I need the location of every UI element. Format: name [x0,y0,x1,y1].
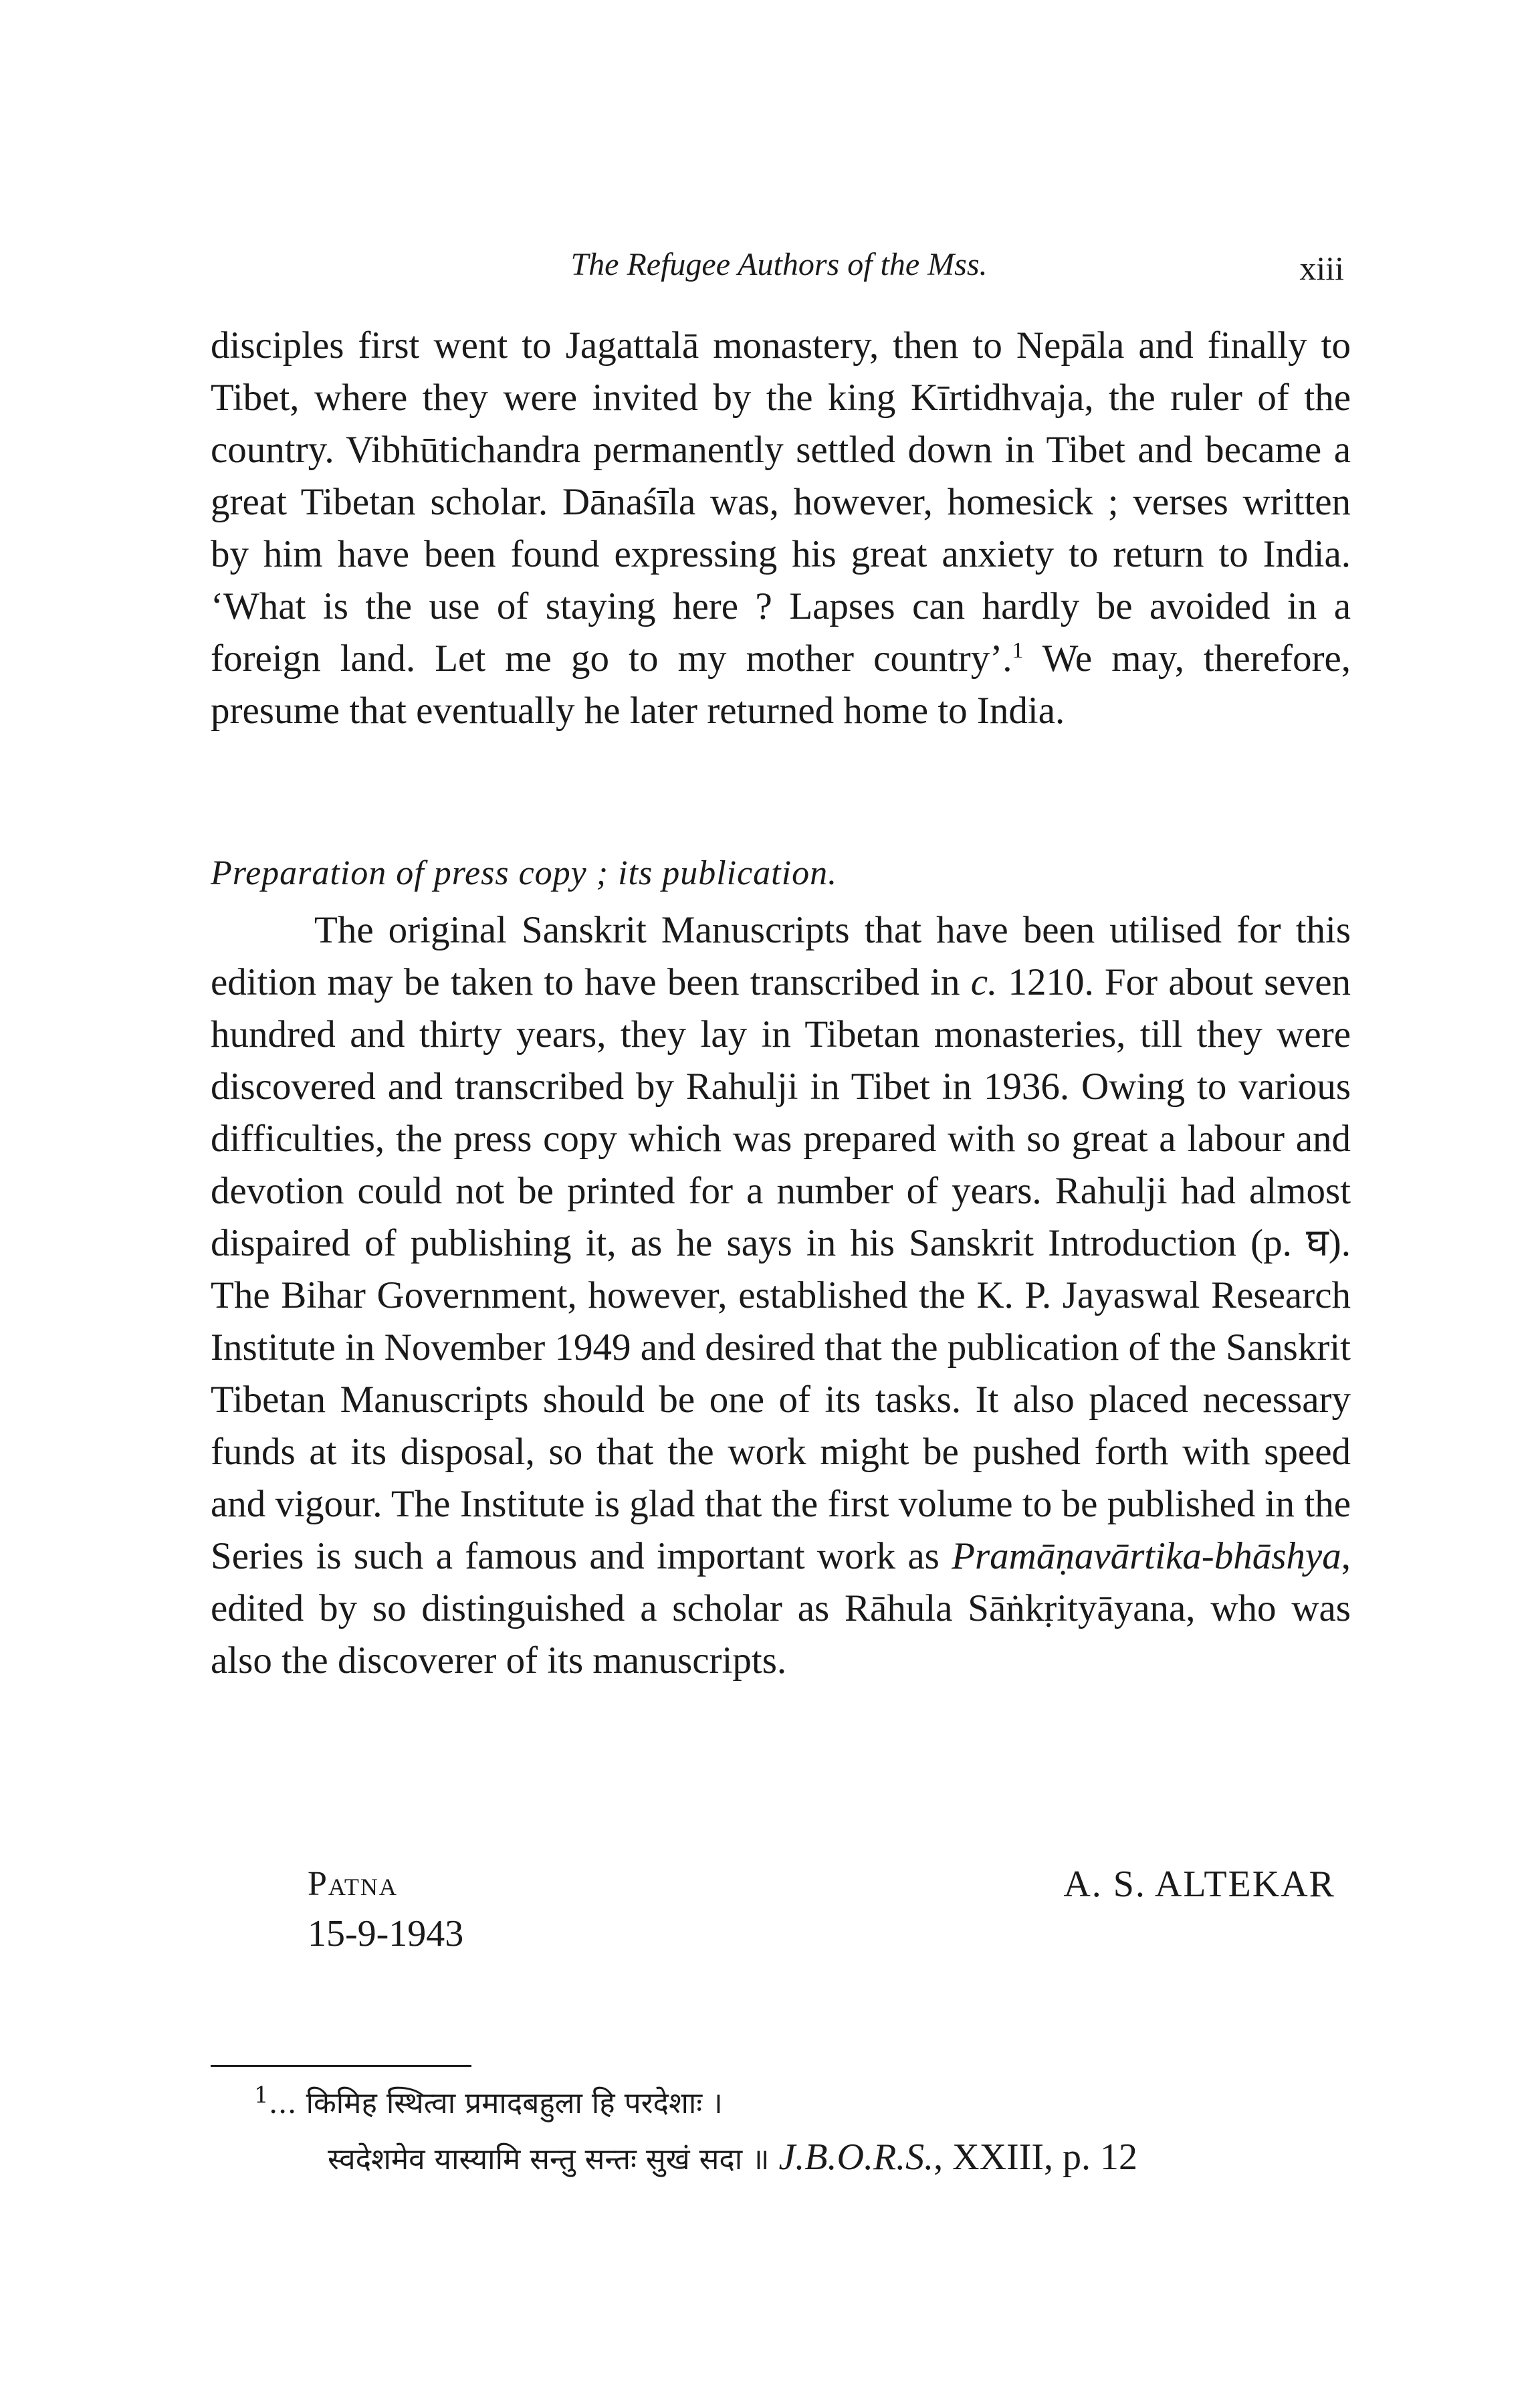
signature-place-date [308,1860,463,1959]
footnote-sanskrit-1: ... किमिह स्थित्वा प्रमादबहुला हि परदेशाः । [268,2086,723,2120]
signature-date: 15-9-1943 [308,1913,464,1954]
paragraph-1 [211,320,1351,737]
footnote-rule [211,2065,471,2067]
running-head [214,241,1344,294]
footnote [254,2077,1351,2187]
footnote-ref-rest: , XXIII, p. 12 [933,2136,1137,2178]
footnote-number: 1 [254,2082,269,2109]
running-head-title: The Refugee Authors of the Mss. [570,247,988,282]
footnote-marker: 1 [1012,638,1024,663]
paragraph-2-part1: The original Sanskrit Manuscripts that have been utilised for this edition may be taken to have been transcribed in [211,909,1351,1003]
paragraph-2 [211,904,1351,1687]
circa-abbrev: c. [970,961,998,1003]
paragraph-1-text-after: We may, therefore, presume that eventually he later returned home to India. [211,637,1351,732]
signature-author: A. S. ALTEKAR [1063,1864,1335,1905]
work-title: Pramāṇavārtika-bhāshya [952,1535,1341,1577]
paragraph-2-part3: , edited by so distinguished a scholar as Rāhula Sāṅkṛityāyana, who was also the discoverer of its manuscripts. [211,1535,1351,1682]
paragraph-2-part2: 1210. For about seven hundred and thirty years, they lay in Tibetan monasteries, till they were discovered and transcribed by Rahulji in Tibet in 1936. Owing to various difficulties, the press copy which was prepared with so great a labour and devotion could not be printed for a number of years. Rahulji had almost dispaired of publishing it, as he says in his Sanskrit Introduction (p. घ). The Bihar Government, however, established the K. P. Jayaswal Research Institute in November 1949 and desired that the publication of the Sanskrit Tibetan Manuscripts should be one of its tasks. It also placed necessary funds at its disposal, so that the work might be pushed forth with speed and vigour. The Institute is glad that the first volume to be published in the Series is such a famous and important work as [211,961,1351,1577]
footnote-line-1 [254,2077,1351,2130]
page-number: xiii [1299,249,1344,287]
signature-place: Patna [308,1865,398,1903]
footnote-sanskrit-2: स्वदेशमेव यास्यामि सन्तु सन्तः सुखं सदा ॥ [328,2142,770,2177]
footnote-line-2 [254,2130,1351,2187]
section-heading: Preparation of press copy ; its publication. [211,854,838,892]
footnote-reference [778,2136,1137,2178]
paragraph-1-text: disciples first went to Jagattalā monastery, then to Nepāla and finally to Tibet, where they were invited by the king Kīrtidhvaja, the ruler of the country. Vibhūtichandra permanently settled down in Tibet and became a great Tibetan scholar. Dānaśīla was, however, homesick ; verses written by him have been found expressing his great anxiety to return to India. ‘What is the use of staying here ? Lapses can hardly be avoided in a foreign land. Let me go to my mother country’. [211,324,1351,680]
footnote-ref-title: J.B.O.R.S. [778,2136,934,2178]
